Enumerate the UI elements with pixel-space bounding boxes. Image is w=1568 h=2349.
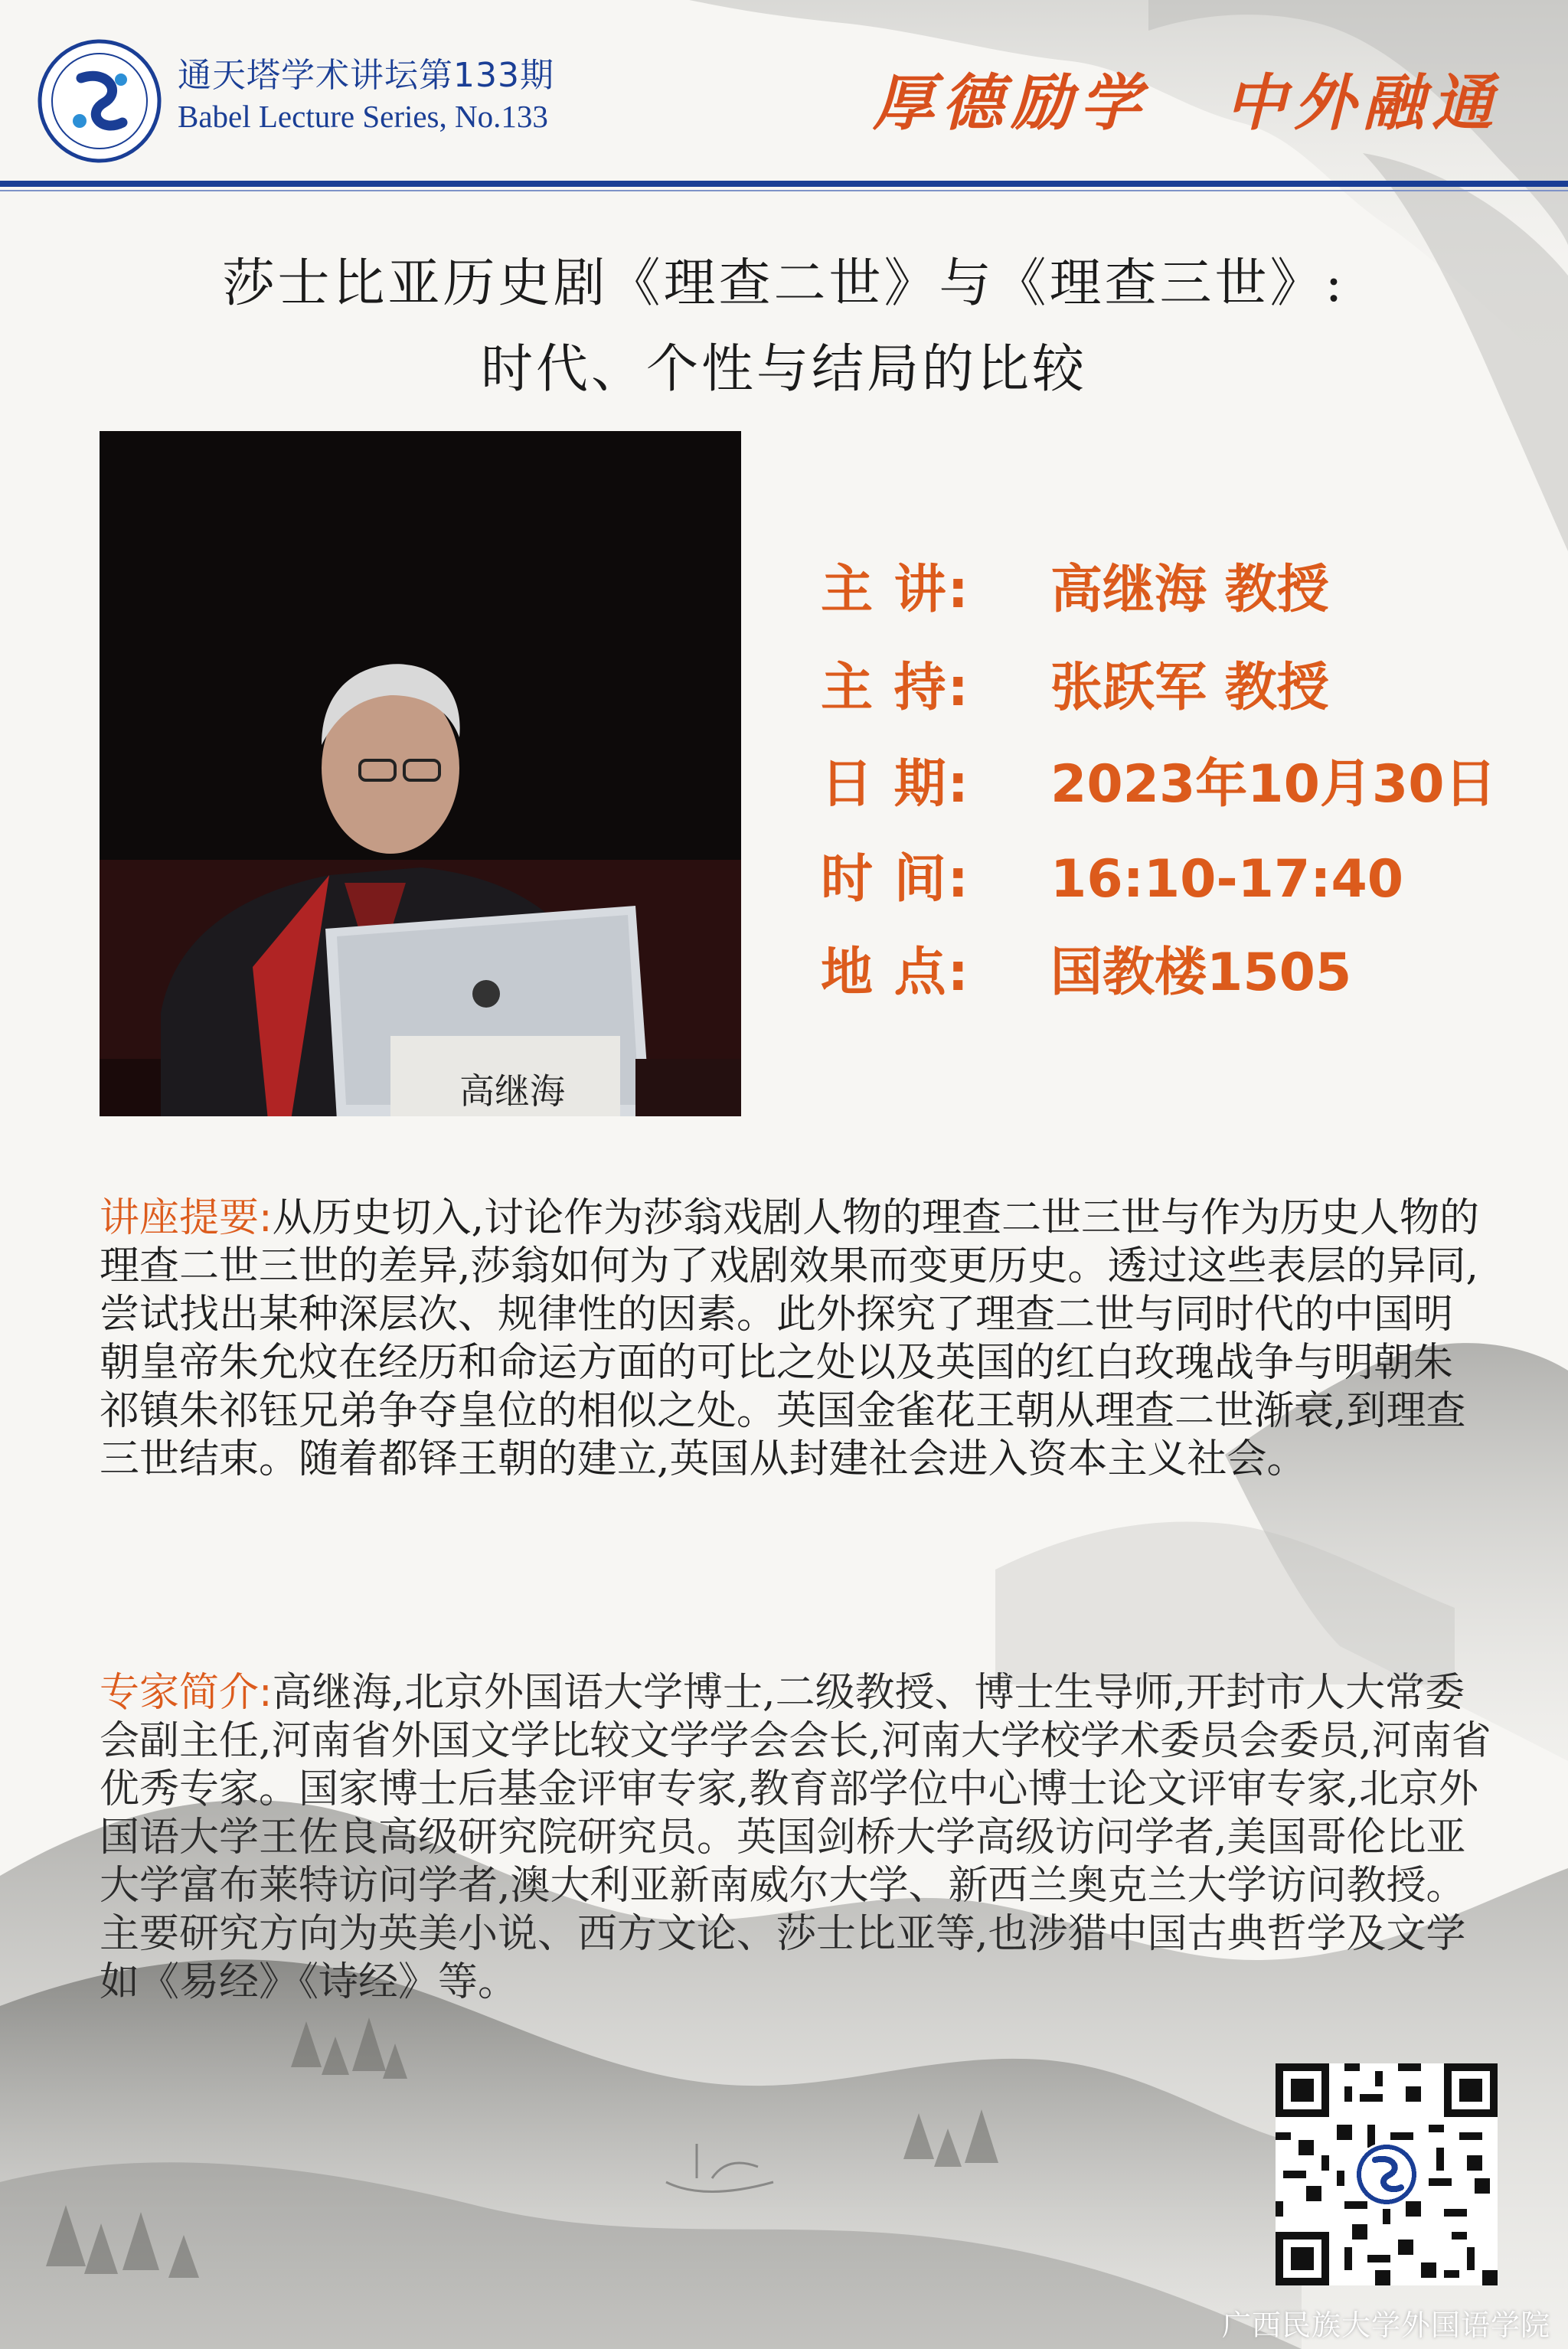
speaker-bio xyxy=(100,1669,1491,2007)
lecture-title-line2: 时代、个性与结局的比较 xyxy=(480,339,1087,400)
speaker-portrait-photo xyxy=(100,431,741,1116)
school-name: 广西民族大学外国语学院 xyxy=(1222,2310,1551,2342)
lecture-series-title-en: Babel Lecture Series, No.133 xyxy=(178,99,548,134)
info-label-location: 地 点: xyxy=(821,943,970,1003)
abstract-text: 从历史切入,讨论作为莎翁戏剧人物的理查二世三世与作为历史人物的理查二世三世的差异,莎翁如何为了戏剧效果而变更历史。透过这些表层的异同,尝试找出某种深层次、规律性的因素。此外探究了理查二世与同时代的中国明朝皇帝朱允炆在经历和命运方面的可比之处以及英国的红白玫瑰战争与明朝朱祁镇朱祁钰兄弟争夺皇位的相似之处。英国金雀花王朝从理查二世渐衰,到理查三世结束。随着都铎王朝的建立,英国从封建社会进入资本主义社会。 xyxy=(100,1195,1480,1482)
info-row-speaker xyxy=(821,548,1329,622)
lecture-series-title-cn: 通天塔学术讲坛第133期 xyxy=(178,56,554,95)
info-value-time: 16:10-17:40 xyxy=(1050,849,1404,910)
info-row-location xyxy=(821,931,1351,1005)
info-row-date xyxy=(821,743,1497,817)
nameplate-text: 高继海 xyxy=(459,1070,565,1112)
motto-left: 厚德励学 xyxy=(873,67,1148,139)
motto-right: 中外融通 xyxy=(1225,67,1501,139)
header-divider-thin xyxy=(0,190,1568,191)
abstract-label: 讲座提要: xyxy=(100,1195,273,1241)
qr-code-icon xyxy=(1276,2063,1498,2285)
lecture-title-line1: 莎士比亚历史剧《理查二世》与《理查三世》: xyxy=(222,253,1346,314)
info-value-date: 2023年10月30日 xyxy=(1050,754,1497,815)
info-label-speaker: 主 讲: xyxy=(821,560,970,620)
info-label-time: 时 间: xyxy=(821,849,970,910)
header-divider xyxy=(0,181,1568,187)
bio-text: 高继海,北京外国语大学博士,二级教授、博士生导师,开封市人大常委会副主任,河南省外国文学比较文学学会会长,河南大学校学术委员会委员,河南省优秀专家。国家博士后基金评审专家,教育部学位中心博士论文评审专家,北京外国语大学王佐良高级研究院研究员。英国剑桥大学高级访问学者,美国哥伦比亚大学富布莱特访问学者,澳大利亚新南威尔大学、新西兰奥克兰大学访问教授。主要研究方向为英美小说、西方文论、莎士比亚等,也涉猎中国古典哲学及文学如《易经》《诗经》等。 xyxy=(100,1670,1491,2005)
lecture-abstract xyxy=(100,1194,1491,1484)
info-label-date: 日 期: xyxy=(821,754,970,815)
info-value-host: 张跃军 教授 xyxy=(1050,658,1329,718)
info-row-time xyxy=(821,838,1403,912)
bio-label: 专家简介: xyxy=(100,1670,273,1716)
info-value-speaker: 高继海 教授 xyxy=(1050,560,1329,620)
school-emblem-icon xyxy=(37,38,162,164)
info-label-host: 主 持: xyxy=(821,658,970,718)
info-value-location: 国教楼1505 xyxy=(1050,943,1352,1003)
info-row-host xyxy=(821,646,1329,720)
